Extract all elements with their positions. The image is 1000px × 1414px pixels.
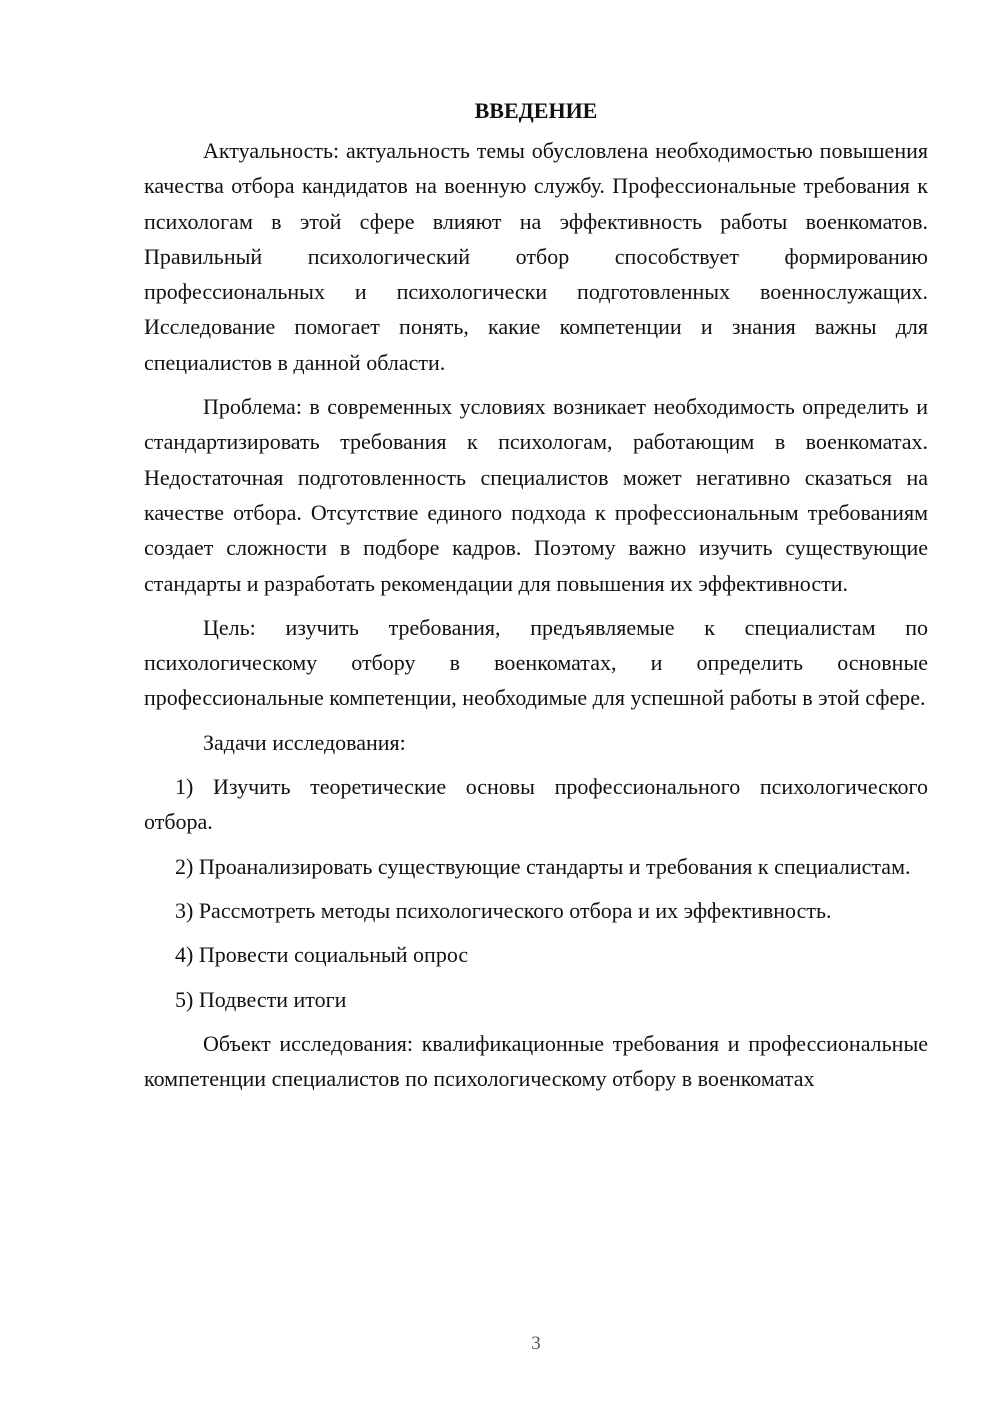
tasks-heading: Задачи исследования: [203, 729, 406, 755]
document-page [144, 95, 928, 1105]
list-item: 1) Изучить теоретические основы профессионального психологического отбора. [144, 774, 928, 835]
list-item: 4) Провести социальный опрос [175, 942, 469, 968]
page-number: 3 [531, 1333, 541, 1354]
list-item: 3) Рассмотреть методы психологического отбора и их эффективность. [175, 897, 832, 923]
problem-paragraph: Проблема: в современных условиях возникает необходимость определить и стандартизировать требования к психологам, работающим в военкоматах. Недостаточная подготовленность специалистов может негативно сказаться на качестве отбора. Отсутствие единого подхода к профессиональным требованиям создает сложности в подборе кадров. Поэтому важно изучить существующие стандарты и разработать рекомендации для повышения их эффективности. [144, 394, 928, 596]
object-paragraph: Объект исследования: квалификационные требования и профессиональные компетенции специалистов по психологическому отбору в военкоматах [144, 1030, 928, 1092]
goal-paragraph: Цель: изучить требования, предъявляемые к специалистам по психологическому отбору в военкоматах, и определить основные профессиональные компетенции, необходимые для успешной работы в этой сфере. [144, 614, 928, 711]
list-item: 2) Проанализировать существующие стандарты и требования к специалистам. [175, 853, 911, 879]
list-item: 5) Подвести итоги [175, 986, 347, 1012]
section-title: ВВЕДЕНИЕ [474, 98, 598, 123]
tasks-list [144, 769, 928, 1017]
relevance-paragraph: Актуальность: актуальность темы обусловлена необходимостью повышения качества отбора кандидатов на военную службу. Профессиональные требования к психологам в этой сфере влияют на эффективность работы военкоматов. Правильный психологический отбор способствует формированию профессиональных и психологически подготовленных военнослужащих. Исследование помогает понять, какие компетенции и знания важны для специалистов в данной области. [144, 138, 928, 375]
